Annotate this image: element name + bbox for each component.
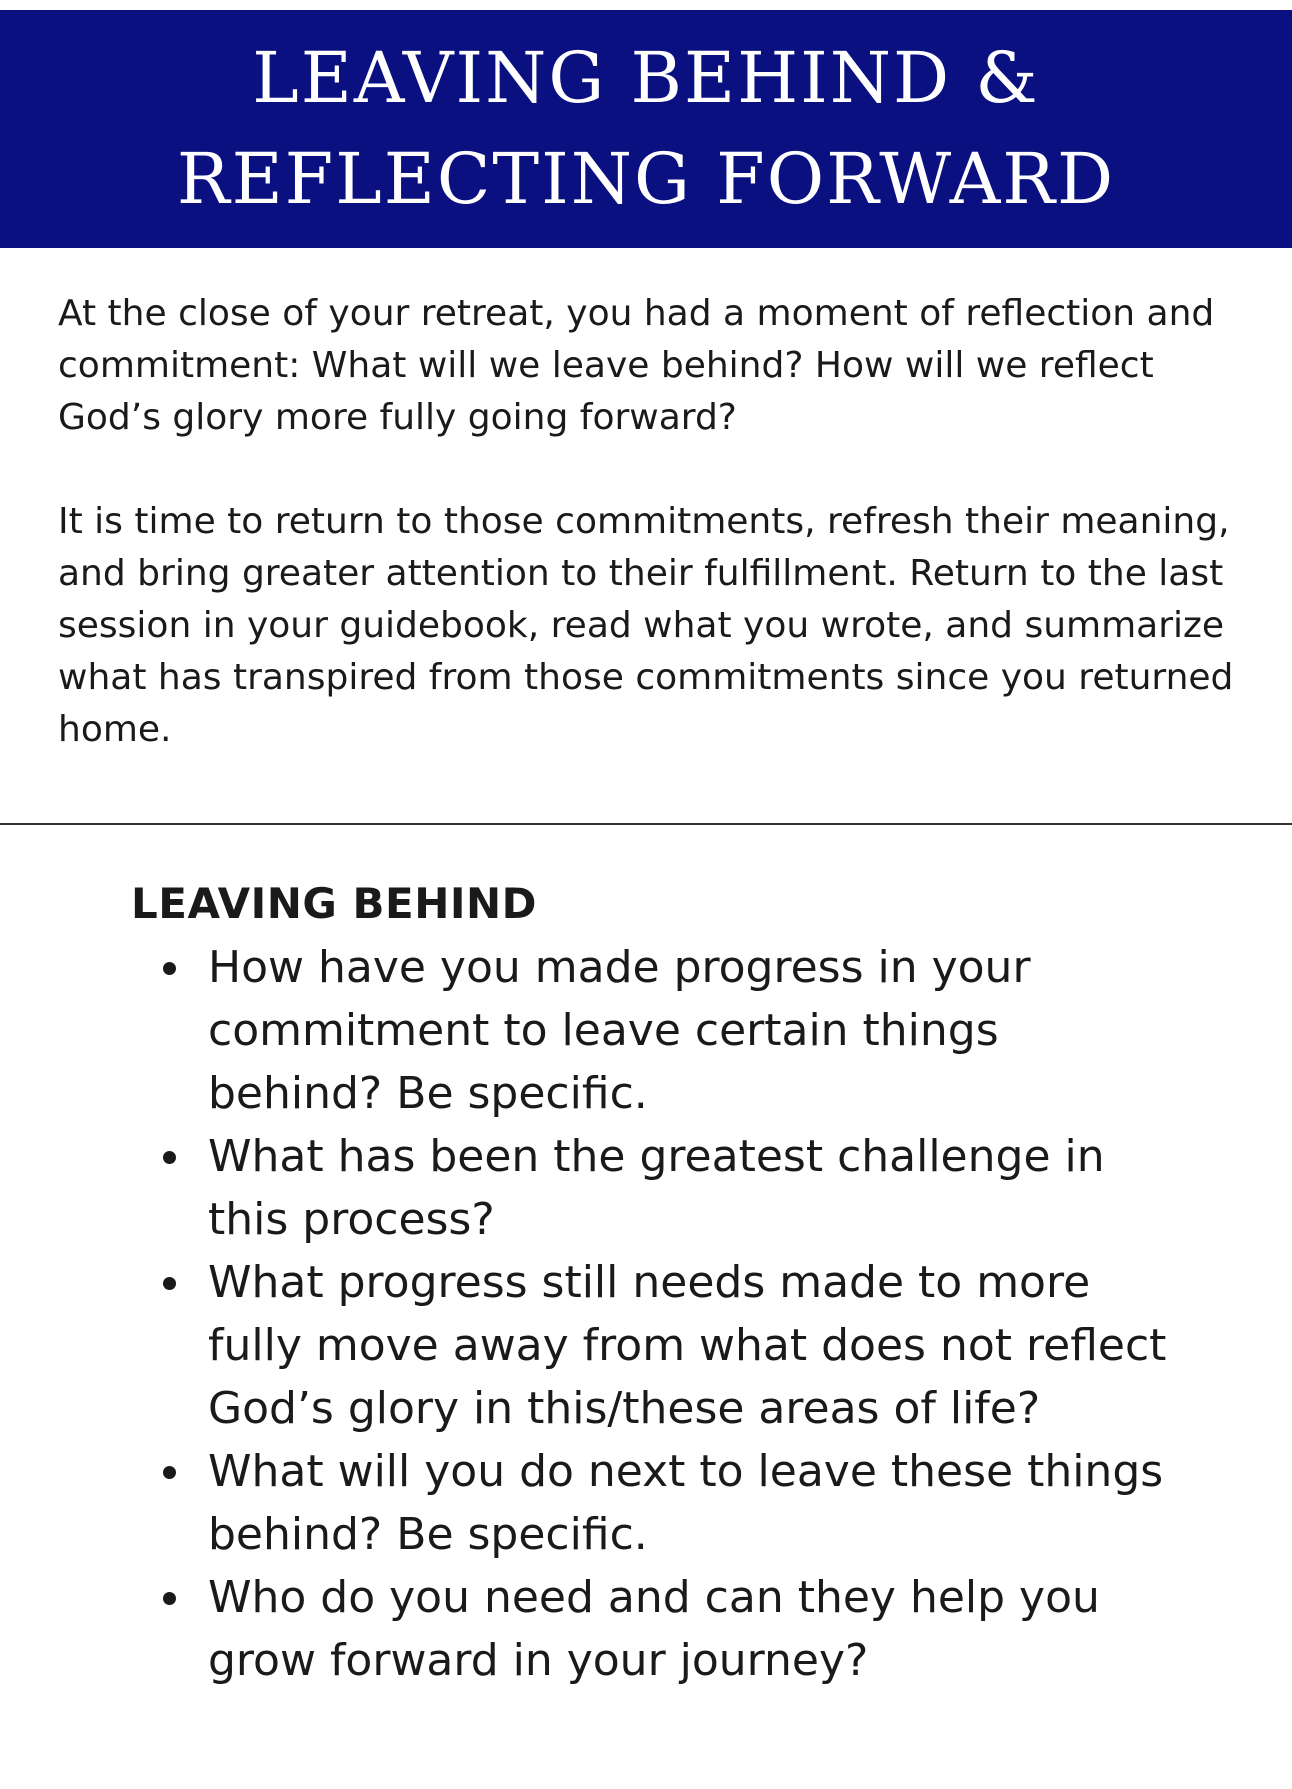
section-heading: LEAVING BEHIND bbox=[131, 879, 537, 928]
intro-text bbox=[58, 288, 1258, 756]
bullet-icon bbox=[163, 1151, 176, 1164]
question-item bbox=[131, 1566, 1181, 1692]
question-text: How have you made progress in your commitment to leave certain things behind? Be specific. bbox=[208, 942, 1031, 1119]
section-divider bbox=[0, 823, 1292, 825]
question-list bbox=[131, 936, 1181, 1692]
page-title-line-2: REFLECTING FORWARD bbox=[176, 138, 1116, 220]
bullet-icon bbox=[163, 1466, 176, 1479]
question-item bbox=[131, 1125, 1181, 1251]
page-title-line-1: LEAVING BEHIND & bbox=[252, 37, 1040, 119]
question-item bbox=[131, 1440, 1181, 1566]
leaving-behind-section bbox=[131, 872, 1181, 1692]
question-text: What will you do next to leave these things behind? Be specific. bbox=[208, 1446, 1164, 1560]
bullet-icon bbox=[163, 1592, 176, 1605]
bullet-icon bbox=[163, 1277, 176, 1290]
question-text: What progress still needs made to more fully move away from what does not reflect God’s glory in this/these areas of life? bbox=[208, 1257, 1167, 1434]
question-item bbox=[131, 1251, 1181, 1440]
intro-paragraph-2: It is time to return to those commitments, refresh their meaning, and bring greater attention to their fulfillment. Return to the last session in your guidebook, read what you wrote, and summarize what has transpired from those commitments since you returned home. bbox=[58, 501, 1234, 750]
question-text: What has been the greatest challenge in this process? bbox=[208, 1131, 1105, 1245]
bullet-icon bbox=[163, 962, 176, 975]
intro-paragraph-1: At the close of your retreat, you had a moment of reflection and commitment: What will we leave behind? How will we reflect God’s glory more fully going forward? bbox=[58, 293, 1215, 438]
title-banner bbox=[0, 10, 1292, 248]
question-item bbox=[131, 936, 1181, 1125]
question-text: Who do you need and can they help you grow forward in your journey? bbox=[208, 1572, 1100, 1686]
